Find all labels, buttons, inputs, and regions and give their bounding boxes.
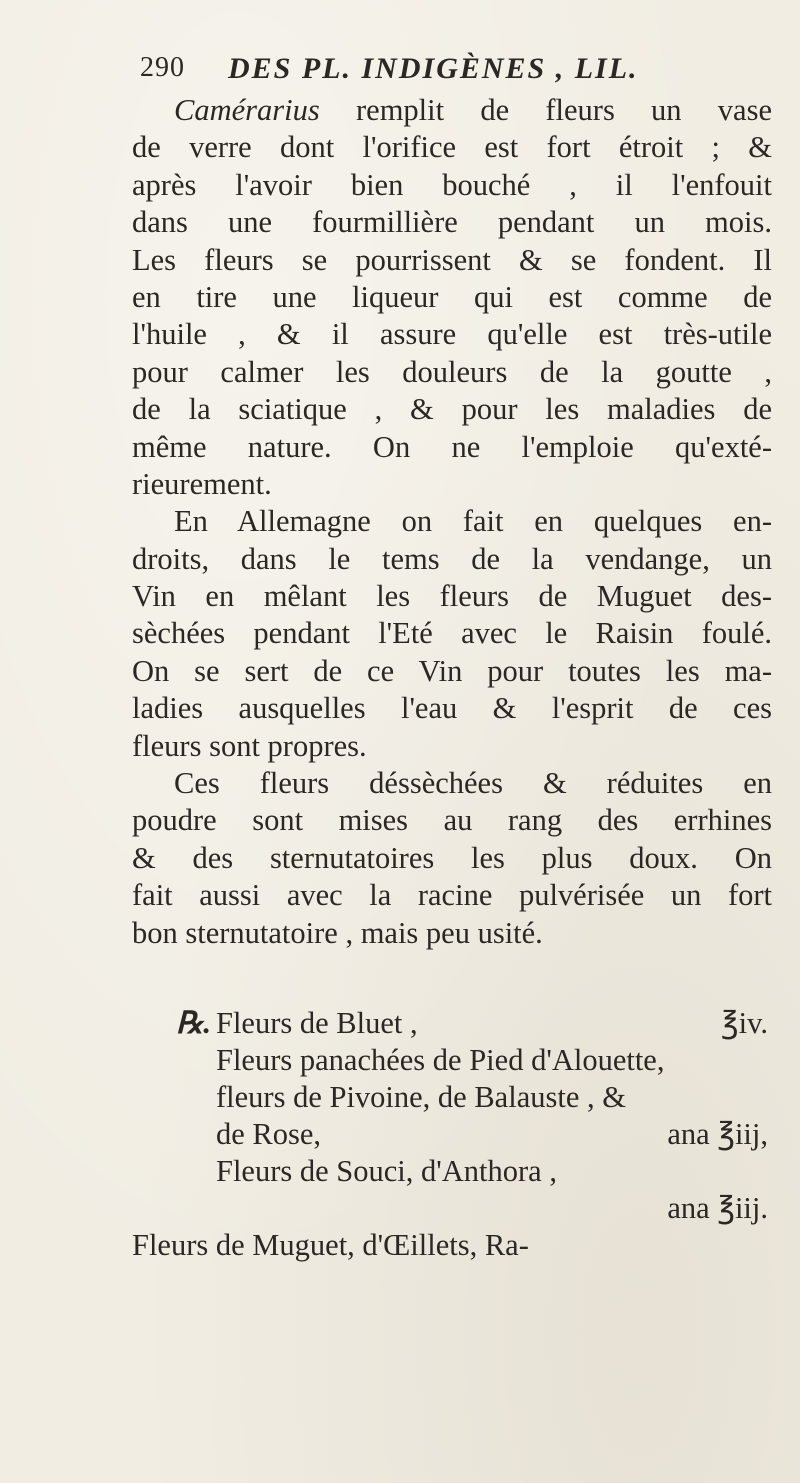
text-run: & des sternutatoires les plus doux. On bbox=[132, 840, 772, 875]
text-run: fleurs sont propres. bbox=[132, 728, 367, 763]
page-number: 290 bbox=[140, 52, 185, 83]
recipe-ingredient: Fleurs de Bluet , bbox=[216, 1006, 418, 1040]
recipe-quantity: ana ℥iij. bbox=[667, 1191, 768, 1225]
text-run: sèchées pendant l'Eté avec le Raisin foulé. bbox=[132, 616, 772, 651]
recipe-quantity: ℥iv. bbox=[721, 1006, 768, 1040]
text-run: ladies ausquelles l'eau & l'esprit de ces bbox=[132, 691, 772, 726]
recipe-ingredient: Fleurs de Souci, d'Anthora , bbox=[216, 1154, 557, 1188]
text-run: En Allemagne on fait en quelques en- bbox=[174, 504, 772, 539]
recipe-ingredient: Fleurs panachées de Pied d'Alouette, bbox=[216, 1043, 665, 1077]
text-run: dans une fourmillière pendant un mois. bbox=[132, 205, 772, 240]
recipe-quantity: ana ℥iij, bbox=[667, 1117, 768, 1151]
text-run: droits, dans le tems de la vendange, un bbox=[132, 541, 772, 576]
text-run: après l'avoir bien bouché , il l'enfouit bbox=[132, 167, 772, 202]
text-run: pour calmer les douleurs de la goutte , bbox=[132, 354, 772, 389]
text-run: Vin en mêlant les fleurs de Muguet des- bbox=[132, 579, 772, 614]
text-run: bon sternutatoire , mais peu usité. bbox=[132, 915, 543, 950]
text-run: On se sert de ce Vin pour toutes les ma- bbox=[132, 653, 772, 688]
text-run: même nature. On ne l'emploie qu'exté- bbox=[132, 429, 772, 464]
text-run: de verre dont l'orifice est fort étroit ; & bbox=[132, 130, 772, 165]
text-run: l'huile , & il assure qu'elle est très-utile bbox=[132, 317, 772, 352]
author-name: Camérarius bbox=[174, 93, 320, 127]
text-run: fait aussi avec la racine pulvérisée un fort bbox=[132, 878, 772, 913]
text-run: Ces fleurs déssèchées & réduites en bbox=[174, 766, 772, 801]
running-head: DES PL. INDIGÈNES , LIL. bbox=[228, 52, 639, 85]
text-run: de la sciatique , & pour les maladies de bbox=[132, 392, 772, 427]
text-run: rieurement. bbox=[132, 466, 272, 501]
recipe-symbol: ℞. bbox=[176, 1006, 211, 1040]
recipe-last-line: Fleurs de Muguet, d'Œillets, Ra- bbox=[132, 1228, 529, 1262]
text-run: poudre sont mises au rang des errhines bbox=[132, 803, 772, 838]
text-run: en tire une liqueur qui est comme de bbox=[132, 279, 772, 314]
text-run: Les fleurs se pourrissent & se fondent. Il bbox=[132, 242, 772, 277]
recipe-ingredient: fleurs de Pivoine, de Balauste , & bbox=[216, 1080, 626, 1114]
text-run: remplit de fleurs un vase bbox=[319, 93, 772, 127]
recipe-ingredient: de Rose, bbox=[216, 1117, 322, 1151]
